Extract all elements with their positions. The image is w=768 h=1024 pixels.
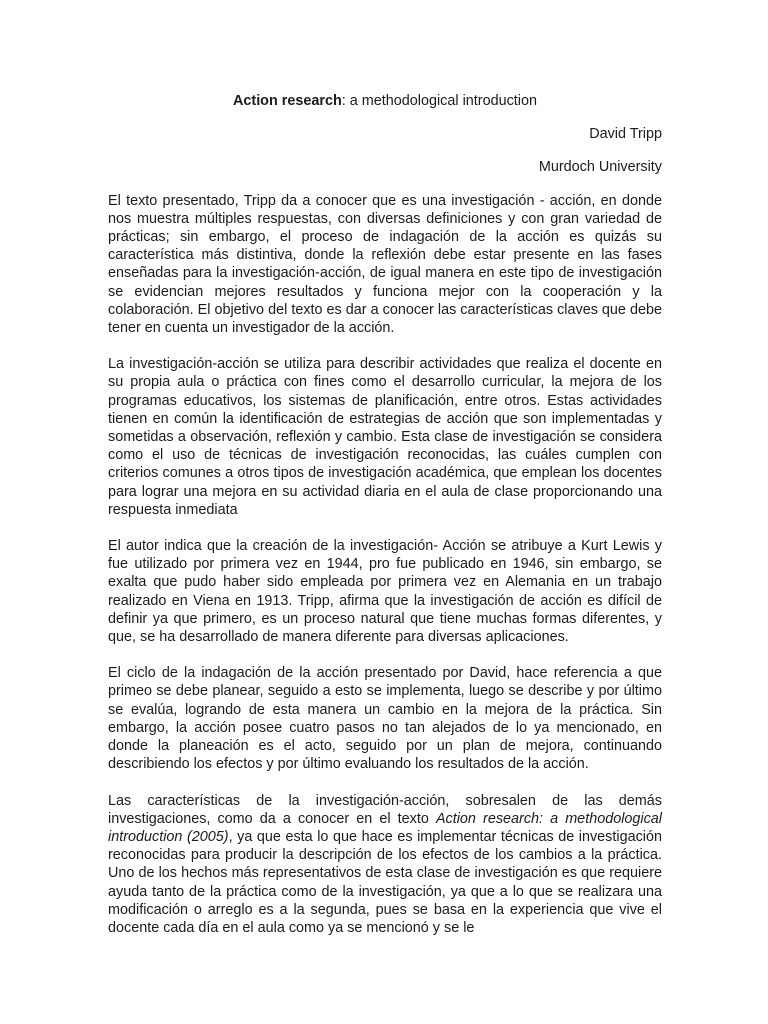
paragraph-5-start: Las características de la investigación-acción, sobresalen de las demás investigaciones, como da a conocer en el texto (108, 792, 662, 827)
document-title (108, 92, 662, 110)
paragraph-1: El texto presentado, Tripp da a conocer que es una investigación - acción, en donde nos muestra múltiples respuestas, con diversas definiciones y con gran variedad de prácticas; sin embargo, el proceso de indagación de la acción es quizás su característica más distintiva, donde la reflexión debe estar presente en las fases enseñadas para la investigación-acción, de igual manera en este tipo de investigación se evidencian mejores resultados y funciona mejor con la cooperación y la colaboración. El objetivo del texto es dar a conocer las características claves que debe tener en cuenta un investigador de la acción. (108, 192, 662, 337)
title-bold: Action research (233, 93, 342, 109)
paragraph-3: El autor indica que la creación de la investigación- Acción se atribuye a Kurt Lewis y fue utilizado por primera vez en 1944, pro fue publicado en 1946, sin embargo, se exalta que pudo haber sido empleada por primera vez en Alemania en un trabajo realizado en Viena en 1913. Tripp, afirma que la investigación de acción es difícil de definir ya que primero, es un proceso natural que tiene muchas formas diferentes, y que, se ha desarrollado de manera diferente para diversas aplicaciones. (108, 538, 662, 646)
paragraph-5 (108, 792, 662, 938)
paragraph-2: La investigación-acción se utiliza para describir actividades que realiza el docente en su propia aula o práctica con fines como el desarrollo curricular, la mejora de los programas educativos, los sistemas de planificación, entre otros. Estas actividades tienen en común la identificación de estrategias de acción que son implementadas y sometidas a observación, reflexión y cambio. Esta clase de investigación se considera como el uso de técnicas de investigación reconocidas, las cuáles cumplen con criterios comunes a otros tipos de investigación académica, que emplean los docentes para lograr una mejora en su actividad diaria en el aula de clase proporcionando una respuesta inmediata (108, 356, 662, 518)
paragraph-5-end: , ya que esta lo que hace es implementar técnicas de investigación reconocidas para producir la descripción de los efectos de los cambios a la práctica. Uno de los hechos más representativos de esta clase de investigación es que requiere ayuda tanto de la práctica como de la investigación, ya que a lo que se realizara una modificación o arreglo es a la segunda, pues se basa en la experiencia que vive el docente cada día en el aula como ya se mencionó y se le (108, 828, 662, 936)
author-name: David Tripp (589, 126, 662, 143)
paragraph-4: El ciclo de la indagación de la acción presentado por David, hace referencia a que primeo se debe planear, seguido a esto se implementa, luego se describe y por último se evalúa, logrando de esta manera un cambio en la mejora de la práctica. Sin embargo, la acción posee cuatro pasos no tan alejados de lo ya mencionado, en donde la planeación es el acto, seguido por un plan de mejora, continuando describiendo los efectos y por último evaluando los resultados de la acción. (108, 665, 662, 773)
cited-work-title: Action research: a methodological introduction (2005) (108, 810, 662, 845)
title-rest: : a methodological introduction (341, 93, 537, 109)
author-affiliation: Murdoch University (538, 159, 662, 176)
